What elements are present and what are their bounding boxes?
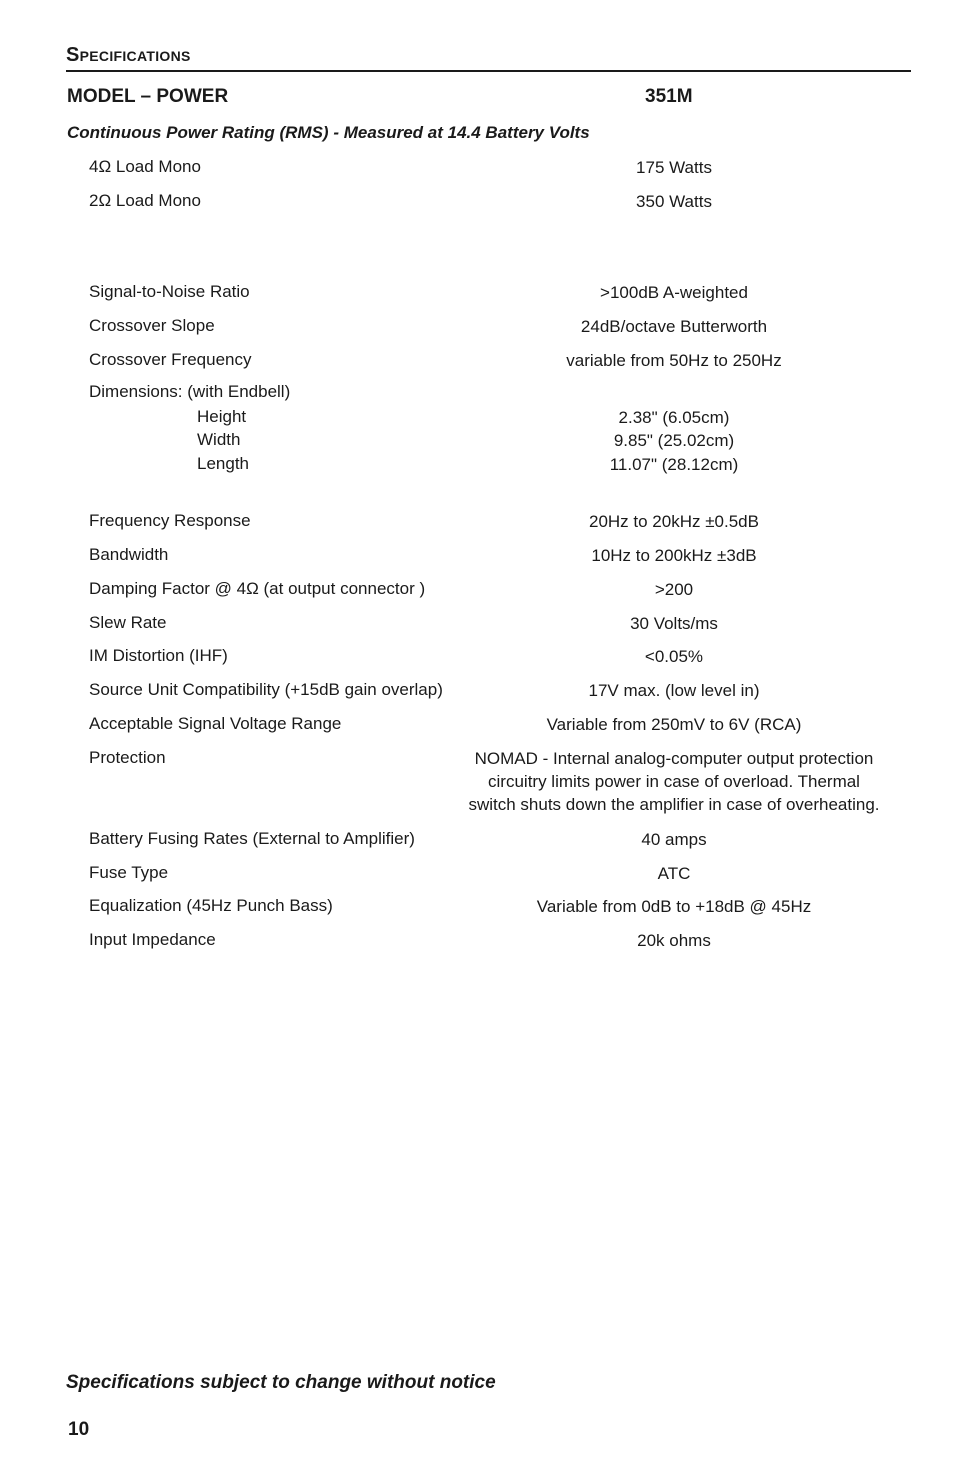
spec-value: variable from 50Hz to 250Hz [566, 351, 782, 370]
spec-value: 30 Volts/ms [630, 614, 718, 633]
spec-value: Variable from 250mV to 6V (RCA) [546, 715, 802, 734]
model-number: 351M [645, 86, 693, 107]
spec-label: Acceptable Signal Voltage Range [89, 714, 342, 733]
change-notice: Specifications subject to change without notice [66, 1372, 496, 1393]
spec-label: Crossover Slope [89, 316, 215, 335]
spec-value: ATC [657, 864, 691, 883]
spec-label: Signal-to-Noise Ratio [89, 282, 250, 301]
dimensions-label: Dimensions: (with Endbell) [89, 382, 291, 401]
spec-label: Source Unit Compatibility (+15dB gain overlap) [89, 680, 443, 699]
protection-line: NOMAD - Internal analog-computer output protection [474, 749, 874, 768]
dimension-value: 2.38" (6.05cm) [618, 408, 730, 427]
spec-label: Equalization (45Hz Punch Bass) [89, 896, 333, 915]
spec-value: 17V max. (low level in) [588, 681, 760, 700]
dimension-label: Length [197, 454, 249, 473]
spec-value: 40 amps [641, 830, 707, 849]
spec-label: Slew Rate [89, 613, 167, 632]
section-heading: Specifications [66, 44, 911, 72]
spec-label: Battery Fusing Rates (External to Amplifier) [89, 829, 415, 848]
spec-value: 20k ohms [637, 931, 711, 950]
power-rating-heading: Continuous Power Rating (RMS) - Measured at 14.4 Battery Volts [67, 123, 590, 142]
spec-label: Fuse Type [89, 863, 169, 882]
spec-value: 24dB/octave Butterworth [580, 317, 768, 336]
spec-value: >200 [654, 580, 694, 599]
page-number: 10 [68, 1419, 90, 1440]
spec-value: Variable from 0dB to +18dB @ 45Hz [536, 897, 812, 916]
spec-label: 2Ω Load Mono [89, 191, 201, 210]
dimension-label: Height [197, 407, 247, 426]
model-label: MODEL – POWER [67, 86, 229, 107]
protection-line: switch shuts down the amplifier in case of overheating. [468, 795, 880, 814]
spec-value: >100dB A-weighted [600, 283, 748, 302]
spec-value: 20Hz to 20kHz ±0.5dB [589, 512, 759, 531]
dimension-value: 9.85" (25.02cm) [613, 431, 735, 450]
spec-label: Bandwidth [89, 545, 169, 564]
spec-label: Crossover Frequency [89, 350, 252, 369]
protection-label: Protection [89, 748, 166, 767]
dimension-label: Width [197, 430, 241, 449]
spec-label: Damping Factor @ 4Ω (at output connector ) [89, 579, 426, 598]
spec-label: IM Distortion (IHF) [89, 646, 228, 665]
spec-label: Frequency Response [89, 511, 251, 530]
dimension-value: 11.07" (28.12cm) [609, 455, 739, 474]
spec-label: 4Ω Load Mono [89, 157, 201, 176]
protection-description [444, 747, 904, 816]
spec-label: Input Impedance [89, 930, 216, 949]
spec-value: 10Hz to 200kHz ±3dB [591, 546, 757, 565]
spec-value: 175 Watts [636, 158, 712, 177]
spec-value: <0.05% [644, 647, 704, 666]
spec-value: 350 Watts [636, 192, 712, 211]
protection-line: circuitry limits power in case of overload. Thermal [488, 772, 860, 791]
